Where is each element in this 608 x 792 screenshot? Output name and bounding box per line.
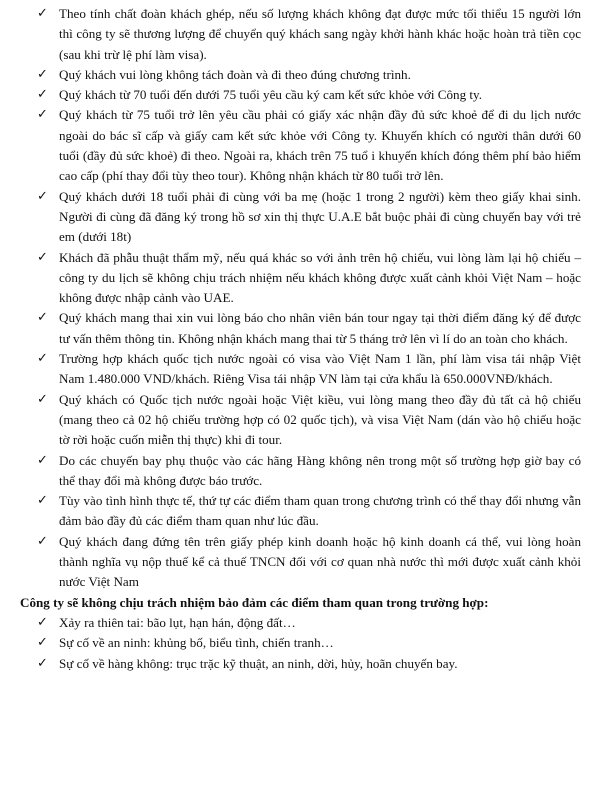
note-item (0, 390, 608, 451)
document-page (0, 4, 608, 674)
check-icon: ✓ (37, 310, 48, 326)
note-text: Tùy vào tình hình thực tế, thứ tự các điểm tham quan trong chương trình có thể thay đổi nhưng vẫn đảm bảo đầy đủ các điểm tham quan như lúc đầu. (59, 493, 581, 529)
note-item (0, 85, 608, 105)
liability-text: Sự cố về an ninh: khủng bố, biểu tình, chiến tranh… (59, 635, 334, 651)
check-icon: ✓ (37, 188, 48, 204)
check-icon: ✓ (37, 107, 48, 123)
note-item (0, 532, 608, 593)
note-text: Quý khách mang thai xin vui lòng báo cho nhân viên bán tour ngay tại thời điểm đăng ký để được tư vấn thêm thông tin. Không nhận khách mang thai từ 5 tháng trở lên vì lí do an toàn cho khách. (59, 310, 581, 346)
liability-item (0, 613, 608, 633)
check-icon: ✓ (37, 655, 48, 671)
note-item (0, 308, 608, 349)
check-icon: ✓ (37, 249, 48, 265)
check-icon: ✓ (37, 635, 48, 651)
liability-list (0, 613, 608, 674)
check-icon: ✓ (37, 87, 48, 103)
note-text: Khách đã phẫu thuật thẩm mỹ, nếu quá khác so với ảnh trên hộ chiếu, vui lòng làm lại hộ chiếu – công ty du lịch sẽ không chịu trách nhiệm nếu khách không được xuất cảnh khỏi Việt Nam – hoặc không được nhập cảnh vào UAE. (59, 249, 581, 306)
check-icon: ✓ (37, 391, 48, 407)
note-text: Do các chuyến bay phụ thuộc vào các hãng Hàng không nên trong một số trường hợp giờ bay có thể thay đổi mà không được báo trước. (59, 452, 581, 488)
liability-item (0, 654, 608, 674)
liability-heading: Công ty sẽ không chịu trách nhiệm bảo đảm các điểm tham quan trong trường hợp: (20, 594, 489, 610)
note-text: Quý khách dưới 18 tuổi phải đi cùng với ba mẹ (hoặc 1 trong 2 người) kèm theo giấy khai sinh. Người đi cùng đã đăng ký trong hồ sơ xin thị thực U.A.E bắt buộc phải đi cùng chuyến bay với trẻ em (dưới 18t) (59, 188, 581, 245)
note-item (0, 491, 608, 532)
note-item (0, 349, 608, 390)
liability-text: Sự cố về hàng không: trục trặc kỹ thuật, an ninh, dời, hủy, hoãn chuyến bay. (59, 655, 458, 671)
note-item (0, 451, 608, 492)
check-icon: ✓ (37, 66, 48, 82)
note-text: Theo tính chất đoàn khách ghép, nếu số lượng khách không đạt được mức tối thiểu 15 người lớn thì công ty sẽ thương lượng để chuyển quý khách sang ngày khởi hành khác hoặc hoàn trả tiền cọc (sau khi trừ lệ phí làm visa). (59, 6, 581, 62)
note-text: Quý khách vui lòng không tách đoàn và đi theo đúng chương trình. (59, 66, 411, 82)
note-text: Quý khách có Quốc tịch nước ngoài hoặc Việt kiều, vui lòng mang theo đầy đủ tất cả hộ chiếu (mang theo cả 02 hộ chiếu trường hợp có 02 quốc tịch), và visa Việt Nam (dán vào hộ chiếu hoặc tờ rời hoặc cuốn miễn thị thực) khi đi tour. (59, 391, 581, 448)
note-text: Quý khách từ 70 tuổi đến dưới 75 tuổi yêu cầu ký cam kết sức khỏe với Công ty. (59, 87, 483, 103)
check-icon: ✓ (37, 493, 48, 509)
check-icon: ✓ (37, 452, 48, 468)
check-icon: ✓ (37, 533, 48, 549)
check-icon: ✓ (37, 351, 48, 367)
note-item (0, 4, 608, 65)
note-text: Quý khách đang đứng tên trên giấy phép kinh doanh hoặc hộ kinh doanh cá thể, vui lòng hoàn thành nghĩa vụ nộp thuế kể cả thuế TNCN đối với cơ quan nhà nước thì mới được xuất cảnh khỏi nước Việt Nam (59, 533, 581, 590)
tour-notes-list (0, 4, 608, 593)
liability-item (0, 633, 608, 653)
note-text: Quý khách từ 75 tuổi trở lên yêu cầu phải có giấy xác nhận đầy đủ sức khoẻ để đi du lịch nước ngoài do bác sĩ cấp và giấy cam kết sức khỏe với Công ty. Khuyến khích có người thân dưới 60 tuổi (đầy đủ sức khoẻ) đi theo. Ngoài ra, khách trên 75 tuổ i khuyến khích đóng thêm phí bảo hiểm cao cấp (phí thay đổi tùy theo tour). Không nhận khách từ 80 tuổi trở lên. (59, 107, 581, 184)
check-icon: ✓ (37, 614, 48, 630)
check-icon: ✓ (37, 6, 48, 21)
note-text: Trường hợp khách quốc tịch nước ngoài có visa vào Việt Nam 1 lần, phí làm visa tái nhập Việt Nam 1.480.000 VND/khách. Riêng Visa tái nhập VN làm tại cửa khẩu là 650.000VNĐ/khách. (59, 351, 581, 387)
liability-text: Xảy ra thiên tai: bão lụt, hạn hán, động đất… (59, 614, 296, 630)
note-item (0, 248, 608, 309)
note-item (0, 187, 608, 248)
note-item (0, 65, 608, 85)
note-item (0, 105, 608, 186)
